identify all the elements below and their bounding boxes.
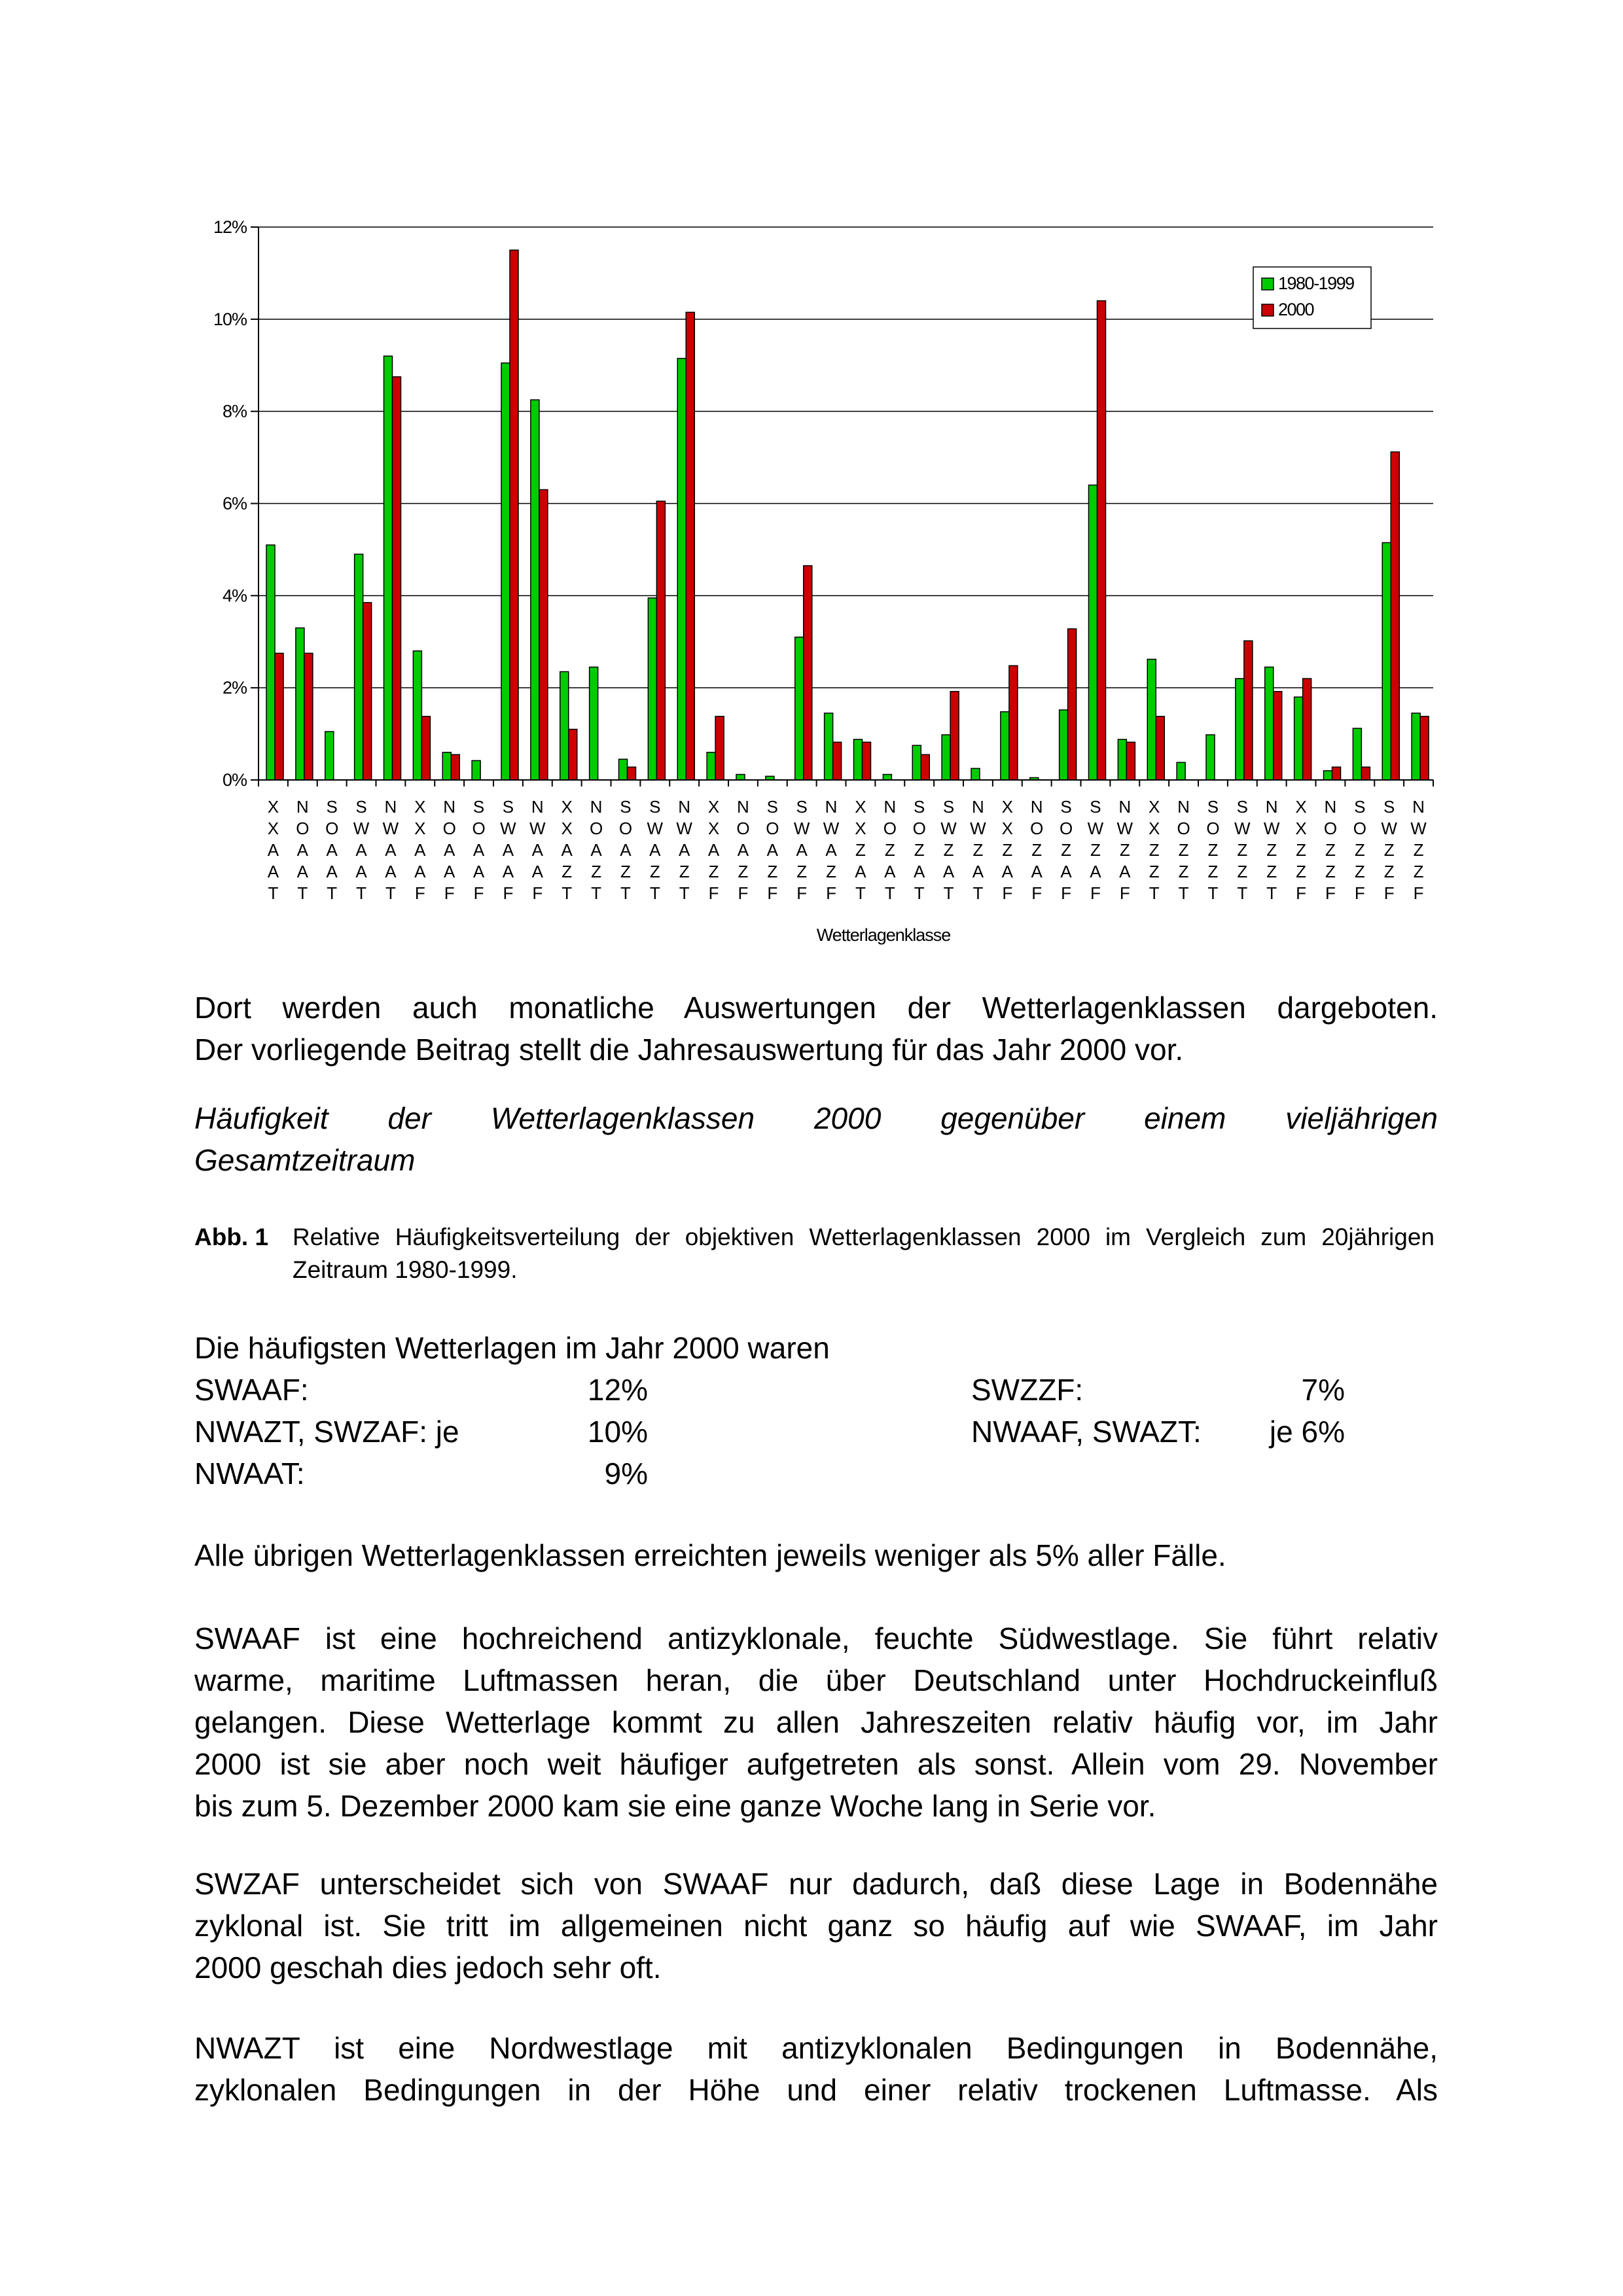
x-tick-label: S W Z A F — [1087, 797, 1104, 903]
x-tick-label: N O A Z T — [589, 797, 603, 903]
x-tick-label: N O Z Z T — [1177, 797, 1190, 903]
bar-1980-1999-XXAZT — [560, 672, 569, 780]
list-intro: Die häufigsten Wetterlagen im Jahr 2000 waren — [194, 1331, 830, 1365]
legend-swatch — [1262, 278, 1274, 290]
bar-1980-1999-XXZAT — [854, 739, 863, 780]
swaaf-paragraph — [194, 1617, 1438, 1827]
list-left-value: 10% — [587, 1415, 648, 1449]
y-tick-label: 4% — [222, 586, 247, 606]
bar-2000-XXAZT — [569, 730, 577, 780]
x-tick-label: S W A A T — [353, 797, 370, 903]
bar-chart — [0, 0, 1623, 968]
y-tick-label: 10% — [213, 309, 247, 329]
bar-2000-SWAAF — [510, 250, 518, 780]
x-tick-label: N O A A F — [442, 797, 456, 903]
bar-2000-NWAZF — [833, 742, 842, 780]
bar-2000-SOZAT — [921, 754, 929, 780]
x-tick-label: X X A A T — [267, 797, 279, 903]
intro-paragraph — [194, 987, 1438, 1070]
bar-1980-1999-SOZAF — [1060, 710, 1068, 780]
bar-1980-1999-SOAAF — [472, 760, 480, 780]
x-tick-label: X X Z A F — [1001, 797, 1013, 903]
x-tick-label: S O Z A T — [912, 797, 926, 903]
x-tick-label: X X A A F — [414, 797, 426, 903]
bar-2000-XXZZT — [1156, 716, 1164, 780]
bar-2000-NOAAF — [451, 754, 459, 780]
paragraph-line: SWZAF unterscheidet sich von SWAAF nur dadurch, daß diese Lage in Bodennähe — [194, 1867, 1438, 1901]
x-tick-label: X X A Z T — [561, 797, 573, 903]
bar-2000-NOAAT — [304, 653, 313, 780]
bar-1980-1999-SWAAF — [501, 363, 510, 780]
bar-1980-1999-SWZAF — [1089, 485, 1097, 780]
x-tick-label: X X Z Z F — [1295, 797, 1307, 903]
x-tick-label: S W Z Z F — [1381, 797, 1397, 903]
bar-1980-1999-SOZZF — [1353, 728, 1361, 780]
list-left-name: NWAZT, SWZAF: je — [194, 1415, 459, 1449]
x-tick-label: S W A Z T — [647, 797, 664, 903]
bar-1980-1999-SWZAT — [942, 735, 950, 780]
bar-1980-1999-NOZZF — [1324, 771, 1332, 780]
bar-1980-1999-XXAAF — [413, 651, 421, 780]
legend-entry: 1980-1999 — [1278, 274, 1354, 293]
bar-1980-1999-SWAZF — [795, 637, 804, 780]
bar-1980-1999-NWAZT — [677, 359, 686, 780]
bar-1980-1999-SOZAT — [912, 745, 921, 780]
bar-2000-NWZZF — [1420, 716, 1429, 780]
bar-2000-XXZZF — [1303, 679, 1311, 780]
x-tick-label: X X Z A T — [855, 797, 866, 903]
bar-1980-1999-NOAAT — [296, 628, 304, 780]
bar-2000-XXAZF — [715, 716, 724, 780]
bar-2000-SWZAF — [1097, 301, 1106, 780]
legend-swatch — [1262, 304, 1274, 316]
x-tick-label: N W Z A F — [1116, 797, 1133, 903]
bar-1980-1999-XXZZT — [1147, 660, 1156, 780]
y-tick-label: 2% — [222, 678, 247, 698]
figure-caption-label: Abb. 1 — [194, 1224, 269, 1250]
bar-2000-SWZZF — [1391, 452, 1399, 780]
bar-1980-1999-XXZAF — [1001, 712, 1009, 780]
x-tick-label: S W A Z F — [793, 797, 810, 903]
paragraph-line: zyklonalen Bedingungen in der Höhe und einer relativ trockenen Luftmasse. Als — [194, 2073, 1438, 2107]
list-row — [0, 1453, 1623, 1494]
bar-1980-1999-NWZAT — [971, 768, 980, 780]
bar-1980-1999-NWZAF — [1118, 739, 1126, 780]
list-right-value: je 6% — [1269, 1415, 1345, 1449]
list-left-value: 12% — [587, 1373, 648, 1407]
y-tick-label: 8% — [222, 401, 247, 421]
x-tick-label: X X A Z F — [707, 797, 720, 903]
nwazt-paragraph — [194, 2027, 1438, 2111]
list-row — [0, 1411, 1623, 1453]
x-tick-label: S O A Z T — [618, 797, 633, 903]
x-tick-label: N W Z A T — [970, 797, 986, 903]
paragraph-line: zyklonal ist. Sie tritt im allgemeinen nicht ganz so häufig auf wie SWAAF, im Jahr — [194, 1909, 1438, 1943]
paragraph-line: 2000 ist sie aber noch weit häufiger aufgetreten als sonst. Allein vom 29. November — [194, 1747, 1438, 1781]
x-tick-label: N W A Z T — [676, 797, 692, 903]
bar-2000-XXZAT — [863, 742, 871, 780]
x-axis-tick-labels — [259, 780, 1433, 903]
bar-1980-1999-SWZZT — [1236, 679, 1244, 780]
x-tick-label: N O Z A F — [1030, 797, 1044, 903]
x-tick-label: N O Z A T — [883, 797, 897, 903]
bar-2000-NWAAF — [539, 489, 548, 780]
figure-caption — [194, 1221, 1438, 1286]
paragraph-line: NWAZT ist eine Nordwestlage mit antizyklonalen Bedingungen in Bodennähe, — [194, 2031, 1438, 2065]
chart-bars — [266, 250, 1429, 780]
bar-2000-NWZZT — [1274, 692, 1282, 780]
bar-2000-XXAAF — [421, 716, 430, 780]
y-tick-label: 12% — [213, 217, 247, 237]
bar-1980-1999-NWZZF — [1412, 713, 1420, 780]
figure-caption-text: Relative Häufigkeitsverteilung der objektiven Wetterlagenklassen 2000 im Vergleich zum 20jährigen Zeitraum 1980-1999. — [293, 1224, 1435, 1283]
bar-2000-SOZZF — [1361, 767, 1370, 780]
x-tick-label: N W A A T — [382, 797, 399, 903]
bar-2000-NWAZT — [686, 312, 694, 780]
bar-2000-XXZAF — [1009, 665, 1018, 780]
bar-2000-SWZZT — [1244, 641, 1253, 780]
y-axis-ticks — [213, 217, 259, 790]
list-left-name: SWAAF: — [194, 1373, 309, 1407]
bar-1980-1999-NWAAT — [384, 356, 393, 780]
bar-1980-1999-NWAZF — [825, 713, 833, 780]
x-tick-label: X X Z Z T — [1149, 797, 1160, 903]
bar-1980-1999-NOAZF — [736, 775, 745, 780]
x-tick-label: N W Z Z T — [1263, 797, 1280, 903]
bar-1980-1999-NWAAF — [531, 400, 539, 780]
list-right-value: 7% — [1301, 1373, 1345, 1407]
list-left-value: 9% — [604, 1457, 648, 1491]
y-tick-label: 0% — [222, 770, 247, 790]
bar-2000-NWAAT — [393, 377, 401, 780]
bar-1980-1999-NOZZT — [1177, 762, 1185, 780]
section-heading-line: Gesamtzeitraum — [194, 1143, 416, 1177]
chart-legend — [1253, 267, 1371, 328]
x-tick-label: S O A A T — [325, 797, 339, 903]
x-tick-label: S W Z Z T — [1234, 797, 1251, 903]
swzaf-paragraph — [194, 1863, 1438, 1988]
x-tick-label: S O A A F — [472, 797, 486, 903]
x-axis-label: Wetterlagenklasse — [816, 925, 951, 945]
y-tick-label: 6% — [222, 493, 247, 514]
bar-1980-1999-XXAAT — [266, 545, 275, 780]
paragraph-line: warme, maritime Luftmassen heran, die über Deutschland unter Hochdruckeinfluß — [194, 1663, 1438, 1697]
paragraph-line: SWAAF ist eine hochreichend antizyklonale, feuchte Südwestlage. Sie führt relativ — [194, 1621, 1438, 1655]
bar-2000-NWZAF — [1126, 742, 1135, 780]
x-tick-label: S W A A F — [500, 797, 516, 903]
list-left-name: NWAAT: — [194, 1457, 305, 1491]
section-heading — [194, 1097, 1438, 1181]
paragraph-line: 2000 geschah dies jedoch sehr oft. — [194, 1951, 662, 1985]
x-tick-label: S O A Z F — [766, 797, 779, 903]
bar-1980-1999-NOZAT — [883, 775, 891, 780]
bar-1980-1999-NWZZT — [1265, 667, 1274, 780]
paragraph-line: gelangen. Diese Wetterlage kommt zu allen Jahreszeiten relativ häufig vor, im Jahr — [194, 1705, 1438, 1739]
bar-1980-1999-XXAZF — [707, 752, 715, 780]
paragraph-line: bis zum 5. Dezember 2000 kam sie eine ganze Woche lang in Serie vor. — [194, 1789, 1156, 1823]
summary-paragraph: Alle übrigen Wetterlagenklassen erreichten jeweils weniger als 5% aller Fälle. — [194, 1538, 1226, 1572]
bar-1980-1999-SOAZT — [619, 759, 628, 780]
intro-line: Der vorliegende Beitrag stellt die Jahresauswertung für das Jahr 2000 vor. — [194, 1033, 1184, 1067]
x-tick-label: S O Z A F — [1059, 797, 1073, 903]
x-tick-label: S O Z Z F — [1353, 797, 1366, 903]
bar-2000-SWZAT — [950, 692, 959, 780]
section-heading-line: Häufigkeit der Wetterlagenklassen 2000 gegenüber einem vieljährigen — [194, 1101, 1438, 1135]
bar-2000-SWAAT — [363, 603, 372, 780]
list-row — [0, 1369, 1623, 1411]
bar-1980-1999-SWAAT — [355, 554, 363, 780]
bar-1980-1999-NOAAF — [442, 752, 451, 780]
intro-line: Dort werden auch monatliche Auswertungen der Wetterlagenklassen dargeboten. — [194, 991, 1438, 1025]
bar-2000-SOAZT — [628, 767, 636, 780]
bar-1980-1999-NOAZT — [590, 667, 598, 780]
bar-1980-1999-SOZZT — [1206, 735, 1215, 780]
x-tick-label: S W Z A T — [940, 797, 957, 903]
x-tick-label: N W A A F — [529, 797, 546, 903]
x-tick-label: N O Z Z F — [1323, 797, 1338, 903]
list-right-name: NWAAF, SWAZT: — [971, 1415, 1202, 1449]
bar-2000-SWAZF — [804, 566, 812, 780]
bar-2000-SOZAF — [1068, 629, 1077, 780]
bar-2000-NOZZF — [1332, 767, 1341, 780]
x-tick-label: N W A Z F — [823, 797, 840, 903]
x-tick-label: N O A Z F — [736, 797, 750, 903]
x-tick-label: S O Z Z T — [1206, 797, 1220, 903]
bar-1980-1999-SOAAT — [325, 732, 334, 780]
bar-1980-1999-SWZZF — [1382, 542, 1391, 780]
bar-2000-SWAZT — [656, 501, 665, 780]
x-tick-label: N O A A T — [296, 797, 310, 903]
list-right-name: SWZZF: — [971, 1373, 1084, 1407]
x-tick-label: N W Z Z F — [1410, 797, 1427, 903]
bar-1980-1999-XXZZF — [1294, 697, 1303, 780]
legend-entry: 2000 — [1278, 300, 1314, 319]
bar-2000-XXAAT — [275, 653, 283, 780]
bar-1980-1999-SWAZT — [648, 598, 656, 780]
